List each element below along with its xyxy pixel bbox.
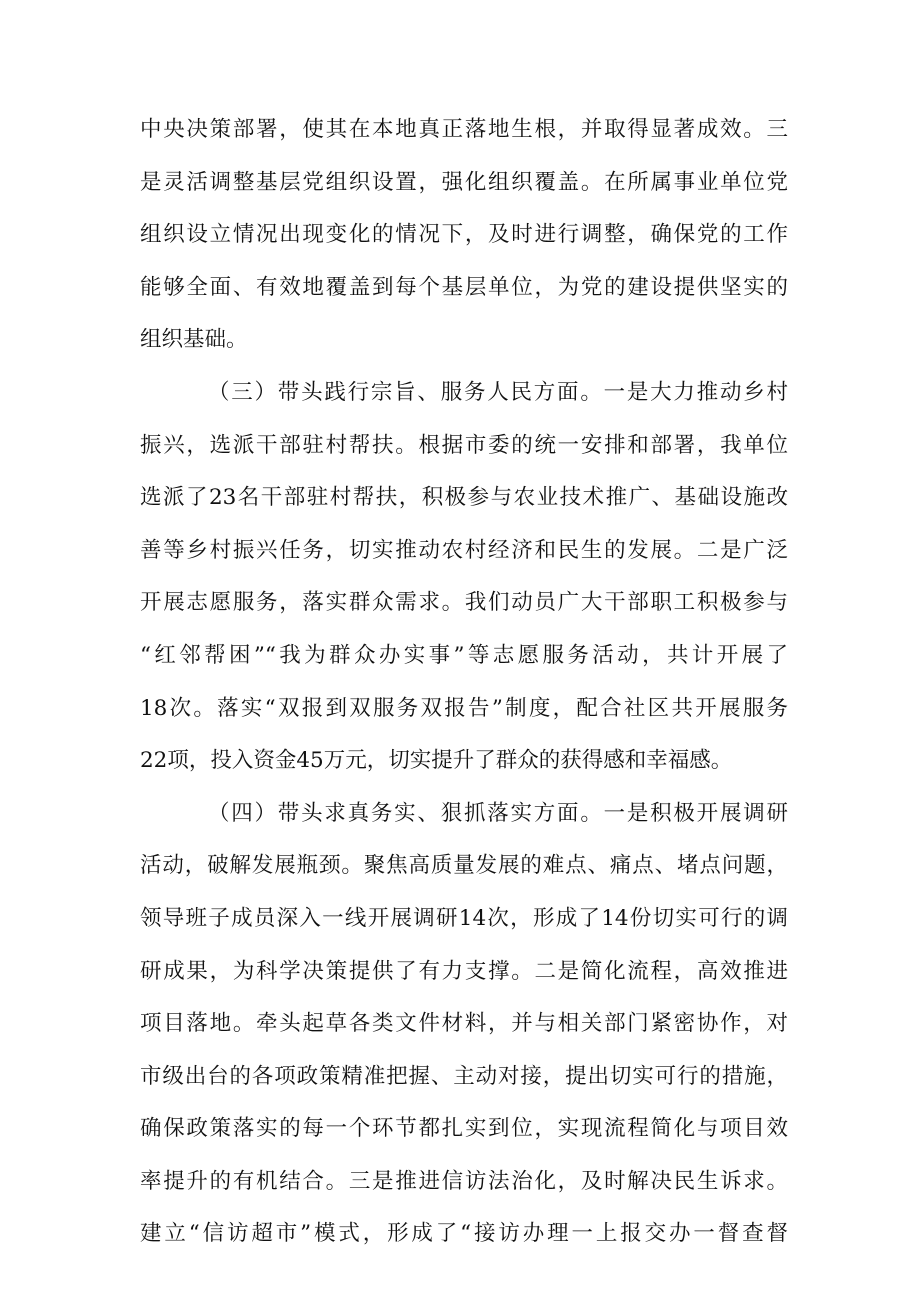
text-line: 率提升的有机结合。三是推进信访法治化，及时解决民生诉求。 — [140, 1168, 788, 1194]
text-line: 建立“信访超市”模式，形成了“接访办理一上报交办一督查督 — [140, 1221, 788, 1247]
text-line: 项目落地。牵头起草各类文件材料，并与相关部门紧密协作，对 — [140, 1011, 788, 1037]
text-line: 领导班子成员深入一线开展调研14次，形成了14份切实可行的调 — [140, 905, 788, 931]
text-line: （三）带头践行宗旨、服务人民方面。一是大力推动乡村 — [208, 379, 788, 405]
text-line: 18次。落实“双报到双服务双报告”制度，配合社区共开展服务 — [140, 695, 788, 721]
text-line: 22项，投入资金45万元，切实提升了群众的获得感和幸福感。 — [140, 748, 733, 774]
text-line: 是灵活调整基层党组织设置，强化组织覆盖。在所属事业单位党 — [140, 169, 788, 195]
text-line: 振兴，选派干部驻村帮扶。根据市委的统一安排和部署，我单位 — [140, 432, 788, 458]
text-line: 活动，破解发展瓶颈。聚焦高质量发展的难点、痛点、堵点问题， — [140, 853, 788, 879]
text-line: 善等乡村振兴任务，切实推动农村经济和民生的发展。二是广泛 — [140, 537, 788, 563]
text-line: “红邻帮困”“我为群众办实事”等志愿服务活动，共计开展了 — [140, 642, 788, 668]
text-line: 中央决策部署，使其在本地真正落地生根，并取得显著成效。三 — [140, 117, 788, 142]
text-line: 组织设立情况出现变化的情况下，及时进行调整，确保党的工作 — [140, 222, 788, 248]
document-body — [140, 104, 788, 1261]
text-line: 选派了23名干部驻村帮扶，积极参与农业技术推广、基础设施改 — [140, 485, 788, 511]
text-line: 研成果，为科学决策提供了有力支撑。二是简化流程，高效推进 — [140, 958, 788, 984]
text-line: 开展志愿服务，落实群众需求。我们动员广大干部职工积极参与 — [140, 590, 788, 616]
text-line: 组织基础。 — [140, 327, 248, 353]
text-line: 市级出台的各项政策精准把握、主动对接，提出切实可行的措施， — [140, 1063, 788, 1089]
text-line: （四）带头求真务实、狠抓落实方面。一是积极开展调研 — [208, 800, 788, 826]
text-line: 确保政策落实的每一个环节都扎实到位，实现流程简化与项目效 — [140, 1116, 788, 1142]
text-line: 能够全面、有效地覆盖到每个基层单位，为党的建设提供坚实的 — [140, 274, 788, 300]
